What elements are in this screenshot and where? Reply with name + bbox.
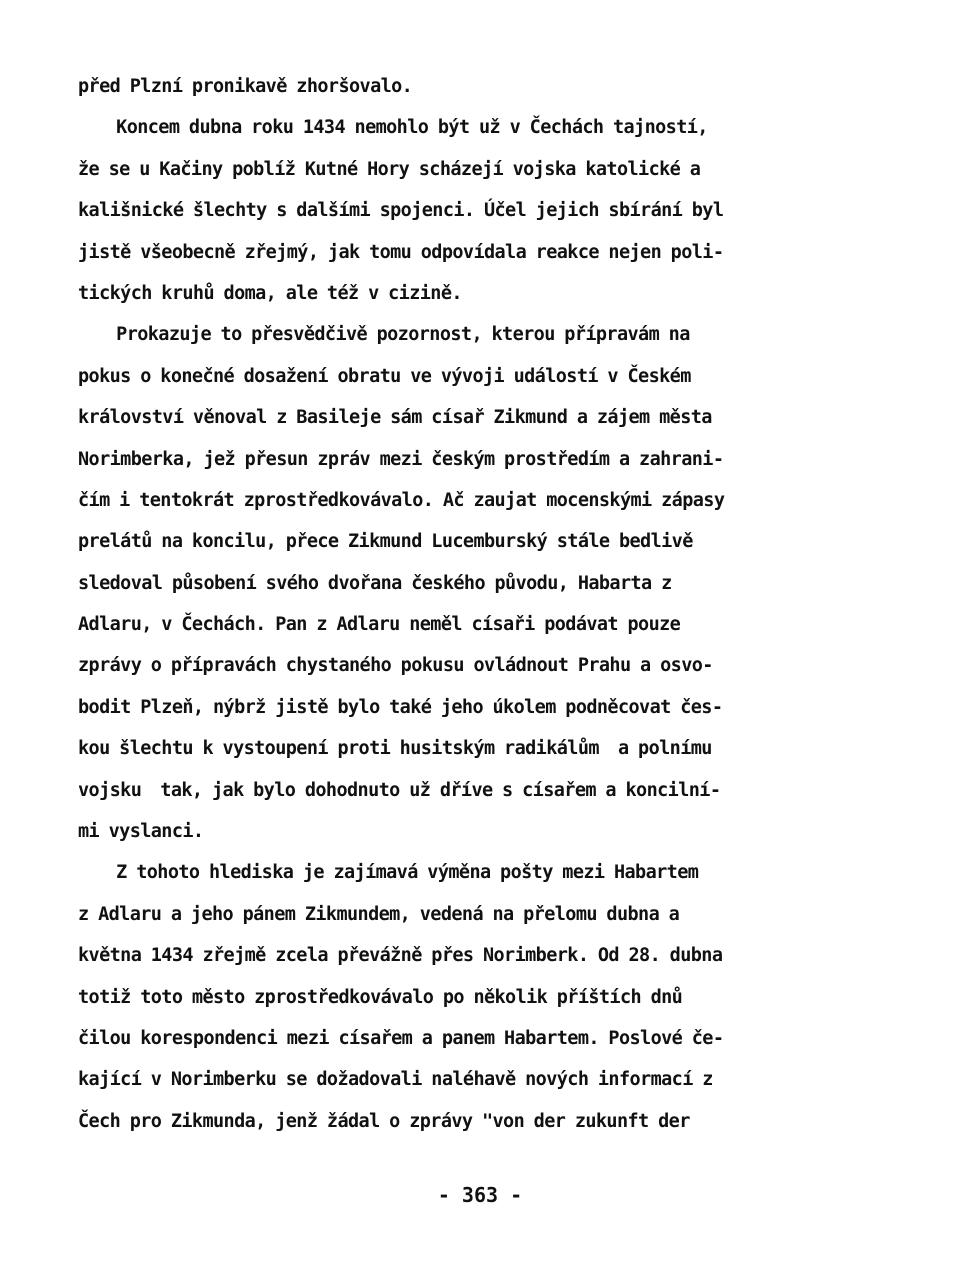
text-line: zprávy o přípravách chystaného pokusu ovládnout Prahu a osvo- bbox=[78, 655, 713, 677]
text-line: Čech pro Zikmunda, jenž žádal o zprávy "von der zukunft der bbox=[78, 1110, 690, 1132]
text-line: května 1434 zřejmě zcela převážně přes Norimberk. Od 28. dubna bbox=[78, 945, 723, 967]
text-line: sledoval působení svého dvořana českého původu, Habarta z bbox=[78, 572, 672, 594]
text-line: jistě všeobecně zřejmý, jak tomu odpovídala reakce nejen poli- bbox=[78, 241, 724, 263]
text-line: prelátů na koncilu, přece Zikmund Lucemburský stále bedlivě bbox=[78, 531, 693, 553]
text-line: čím i tentokrát zprostředkovávalo. Ač zaujat mocenskými zápasy bbox=[78, 489, 725, 511]
text-line: Koncem dubna roku 1434 nemohlo být už v Čechách tajností, bbox=[78, 117, 708, 139]
text-line: kou šlechtu k vystoupení proti husitským radikálům a polnímu bbox=[78, 738, 712, 760]
text-line: čilou korespondenci mezi císařem a panem Habartem. Poslové če- bbox=[78, 1027, 724, 1049]
text-line: Z tohoto hlediska je zajímavá výměna pošty mezi Habartem bbox=[78, 862, 699, 884]
body-text bbox=[78, 66, 878, 1142]
text-line: bodit Plzeň, nýbrž jistě bylo také jeho úkolem podněcovat čes- bbox=[78, 696, 723, 718]
text-line: kališnické šlechty s dalšími spojenci. Účel jejich sbírání byl bbox=[78, 200, 724, 222]
text-line: tických kruhů doma, ale též v cizině. bbox=[78, 282, 462, 304]
text-line: totiž toto město zprostředkovávalo po několik příštích dnů bbox=[78, 986, 683, 1008]
text-line: království věnoval z Basileje sám císař Zikmund a zájem města bbox=[78, 407, 712, 429]
text-line: z Adlaru a jeho pánem Zikmundem, vedená na přelomu dubna a bbox=[78, 903, 680, 925]
text-line: před Plzní pronikavě zhoršovalo. bbox=[78, 76, 413, 97]
text-line: kající v Norimberku se dožadovali naléhavě nových informací z bbox=[78, 1069, 713, 1091]
text-line: Prokazuje to přesvědčivě pozornost, kterou přípravám na bbox=[78, 324, 690, 346]
text-line: Norimberka, jež přesun zpráv mezi českým prostředím a zahrani- bbox=[78, 448, 724, 470]
text-line: pokus o konečné dosažení obratu ve vývoji událostí v Českém bbox=[78, 365, 691, 387]
text-line: Adlaru, v Čechách. Pan z Adlaru neměl císaři podávat pouze bbox=[78, 614, 681, 636]
text-line: mi vyslanci. bbox=[78, 821, 204, 843]
text-line: že se u Kačiny poblíž Kutné Hory scházejí vojska katolické a bbox=[78, 158, 701, 180]
text-line: vojsku tak, jak bylo dohodnuto už dříve s císařem a koncilní- bbox=[78, 779, 721, 801]
page-number: - 363 - bbox=[437, 1183, 523, 1207]
